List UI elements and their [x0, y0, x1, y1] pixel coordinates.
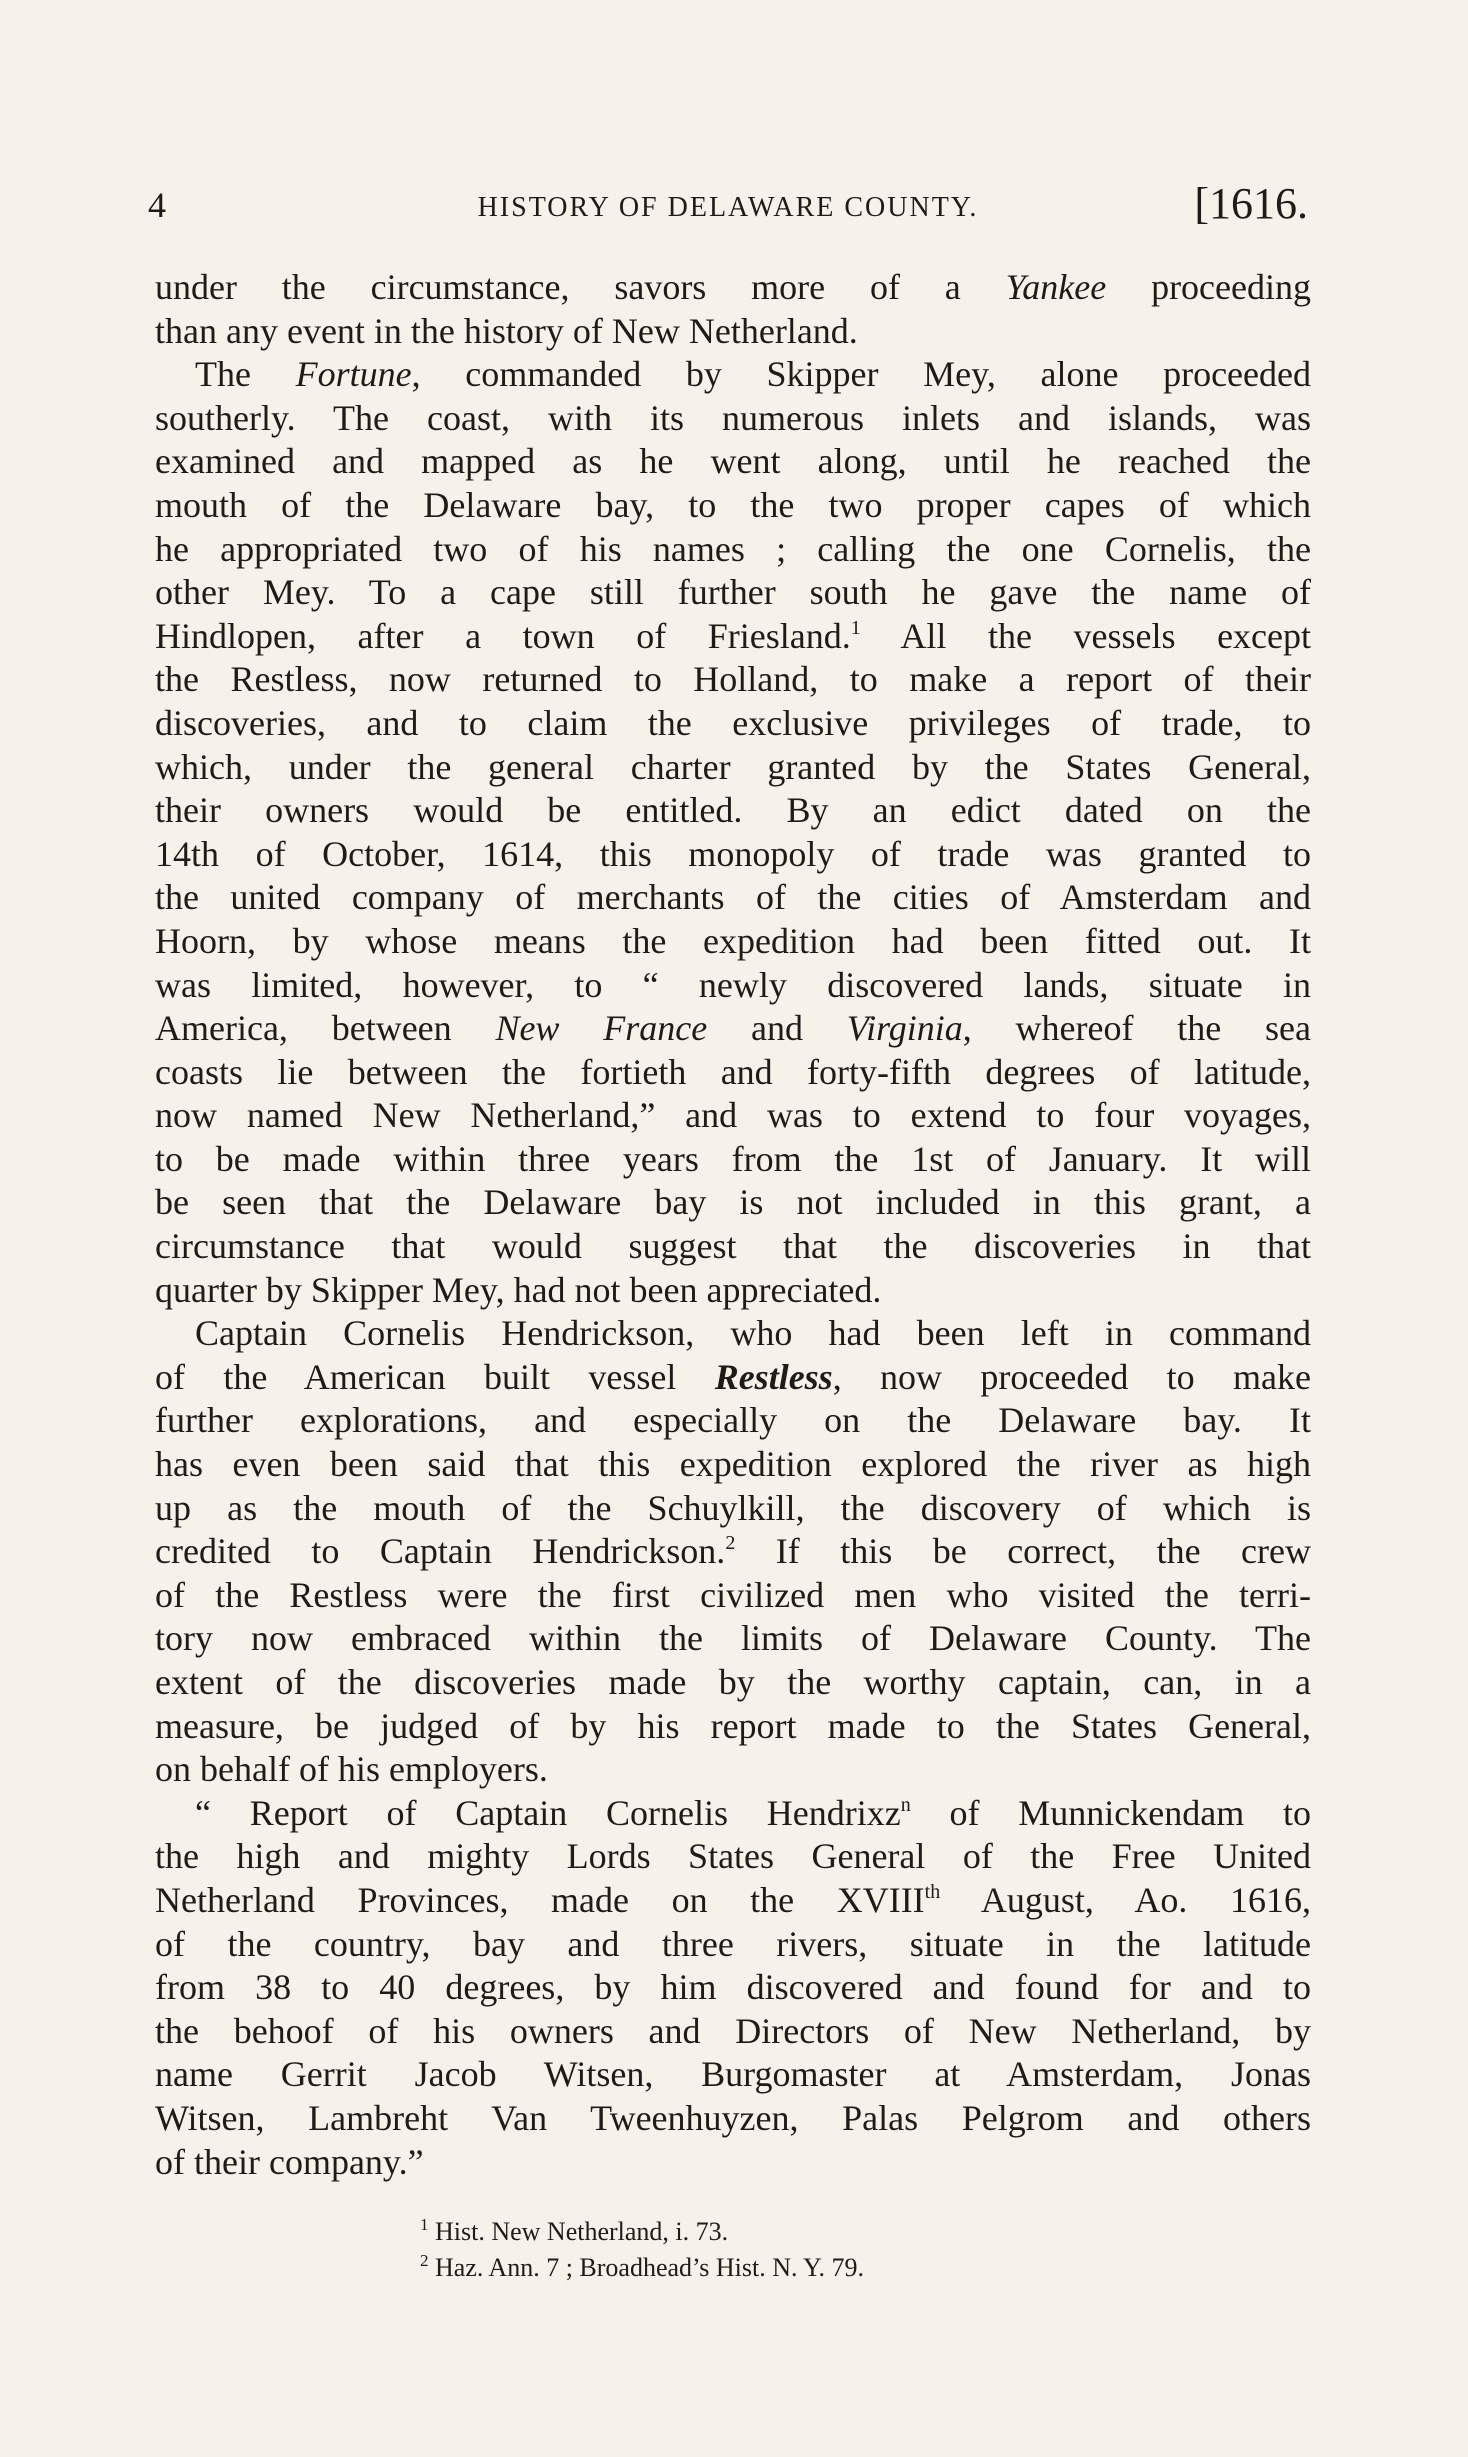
text-segment: , commanded by Skipper Mey, alone proceeded	[411, 354, 1311, 395]
header-year: [1616.	[1194, 179, 1308, 228]
text-segment: southerly. The coast, with its numerous inlets and islands, was	[155, 397, 1311, 438]
text-segment: from 38 to 40 degrees, by him discovered and found for and to	[155, 1967, 1311, 2008]
text-line	[155, 702, 1311, 746]
text-line	[155, 1138, 1311, 1182]
text-segment: was limited, however, to “ newly discovered lands, situate in	[155, 964, 1311, 1005]
footnote-marker: n	[900, 1793, 911, 1816]
text-line	[155, 266, 1311, 310]
footnote	[420, 2250, 1120, 2286]
text-line	[155, 746, 1311, 790]
text-segment: examined and mapped as he went along, until he reached the	[155, 441, 1311, 482]
text-line	[155, 571, 1311, 615]
text-segment: which, under the general charter granted by the States General,	[155, 746, 1311, 787]
text-segment: , now proceeded to make	[832, 1356, 1311, 1397]
text-segment: quarter by Skipper Mey, had not been appreciated.	[155, 1269, 882, 1310]
text-segment: the behoof of his owners and Directors of New Netherland, by	[155, 2010, 1311, 2051]
italic-text: Fortune	[295, 354, 412, 395]
text-line	[155, 2010, 1311, 2054]
text-segment: of the American built vessel	[155, 1356, 715, 1397]
text-line	[155, 1792, 1311, 1836]
italic-text: Virginia	[846, 1008, 963, 1049]
text-line	[155, 1312, 1311, 1356]
footnote	[420, 2214, 1120, 2250]
text-line	[155, 658, 1311, 702]
text-line	[155, 1705, 1311, 1749]
text-line	[155, 1530, 1311, 1574]
footnote-marker: 2	[725, 1532, 736, 1555]
text-line	[155, 1051, 1311, 1095]
text-line	[155, 1094, 1311, 1138]
text-segment: now named New Netherland,” and was to extend to four voyages,	[155, 1095, 1311, 1136]
text-line	[155, 2053, 1311, 2097]
text-line	[155, 1835, 1311, 1879]
text-segment: If this be correct, the crew	[735, 1531, 1312, 1572]
text-line	[155, 1356, 1311, 1400]
text-segment: of the Restless were the first civilized men who visited the terri-	[155, 1574, 1311, 1615]
text-line	[155, 484, 1311, 528]
body-text	[155, 266, 1311, 2184]
text-segment: circumstance that would suggest that the discoveries in that	[155, 1226, 1311, 1267]
text-line	[155, 397, 1311, 441]
running-title: HISTORY OF DELAWARE COUNTY.	[477, 192, 979, 223]
text-segment: has even been said that this expedition explored the river as high	[155, 1444, 1311, 1485]
text-line	[155, 1879, 1311, 1923]
text-segment: measure, be judged of by his report made to the States General,	[155, 1705, 1311, 1746]
text-line	[155, 615, 1311, 659]
italic-text: New France	[495, 1008, 708, 1049]
footnote-text: Hist. New Netherland, i. 73.	[428, 2217, 729, 2246]
text-segment: extent of the discoveries made by the worthy captain, can, in a	[155, 1662, 1311, 1702]
text-line	[155, 1225, 1311, 1269]
text-line	[155, 1661, 1311, 1705]
text-segment: credited to Captain Hendrickson.	[155, 1531, 726, 1572]
text-segment: and	[707, 1008, 847, 1049]
text-segment: the Restless, now returned to Holland, to make a report of their	[155, 659, 1311, 700]
text-segment: proceeding	[1106, 267, 1311, 307]
page-header	[148, 178, 1308, 234]
text-line	[155, 1923, 1311, 1967]
text-line	[155, 1617, 1311, 1661]
text-segment: tory now embraced within the limits of Delaware County. The	[155, 1618, 1311, 1659]
text-segment: he appropriated two of his names ; calling the one Cornelis, the	[155, 528, 1311, 569]
text-segment: the high and mighty Lords States General of the Free United	[155, 1836, 1311, 1877]
footnote-number: 1	[420, 2215, 429, 2234]
text-segment: Witsen, Lambreht Van Tweenhuyzen, Palas Pelgrom and others	[155, 2097, 1311, 2138]
text-line	[155, 1443, 1311, 1487]
text-line	[155, 1966, 1311, 2010]
text-segment: to be made within three years from the 1st of January. It will	[155, 1138, 1311, 1179]
footnote-number: 2	[420, 2251, 429, 2270]
text-line	[155, 2141, 1311, 2185]
text-segment: Hoorn, by whose means the expedition had been fitted out. It	[155, 920, 1311, 961]
text-line	[155, 1181, 1311, 1225]
text-line	[155, 528, 1311, 572]
footnote-marker: 1	[850, 616, 861, 639]
text-segment: America, between	[155, 1008, 496, 1049]
text-segment: Netherland Provinces, made on the XVIII	[155, 1879, 925, 1920]
text-line	[155, 920, 1311, 964]
text-segment: coasts lie between the fortieth and forty-fifth degrees of latitude,	[155, 1051, 1311, 1092]
text-line	[155, 310, 1311, 354]
text-segment: be seen that the Delaware bay is not included in this grant, a	[155, 1182, 1311, 1223]
text-line	[155, 353, 1311, 397]
text-segment: than any event in the history of New Netherland.	[155, 310, 858, 351]
text-line	[155, 440, 1311, 484]
ship-name: Restless	[714, 1356, 833, 1397]
text-segment: their owners would be entitled. By an edict dated on the	[155, 790, 1311, 831]
text-segment: of their company.”	[155, 2141, 424, 2182]
text-line	[155, 1748, 1311, 1792]
text-segment: Captain Cornelis Hendrickson, who had been left in command	[195, 1313, 1311, 1354]
text-line	[155, 2097, 1311, 2141]
text-line	[155, 1269, 1311, 1313]
footnote-text: Haz. Ann. 7 ; Broadhead’s Hist. N. Y. 79.	[428, 2253, 864, 2282]
text-segment: mouth of the Delaware bay, to the two proper capes of which	[155, 484, 1311, 525]
text-segment: , whereof the sea	[962, 1008, 1311, 1049]
text-segment: other Mey. To a cape still further south he gave the name of	[155, 572, 1311, 613]
italic-text: Yankee	[1005, 267, 1107, 307]
text-segment: Hindlopen, after a town of Friesland.	[155, 615, 851, 656]
footnotes	[420, 2214, 1120, 2286]
text-line	[155, 789, 1311, 833]
text-segment: on behalf of his employers.	[155, 1749, 548, 1790]
text-line	[155, 964, 1311, 1008]
text-segment: of Munnickendam to	[910, 1792, 1311, 1833]
text-line	[155, 1399, 1311, 1443]
text-line	[155, 1487, 1311, 1531]
text-segment: The	[195, 354, 296, 395]
text-segment: name Gerrit Jacob Witsen, Burgomaster at Amsterdam, Jonas	[155, 2054, 1311, 2095]
text-segment: discoveries, and to claim the exclusive privileges of trade, to	[155, 702, 1311, 743]
text-segment: 14th of October, 1614, this monopoly of trade was granted to	[155, 833, 1311, 874]
text-line	[155, 876, 1311, 920]
text-segment: “ Report of Captain Cornelis Hendrixz	[195, 1792, 901, 1833]
text-segment: up as the mouth of the Schuylkill, the discovery of which is	[155, 1487, 1311, 1528]
text-line	[155, 1007, 1311, 1051]
text-segment: further explorations, and especially on the Delaware bay. It	[155, 1400, 1311, 1441]
text-segment: August, Ao. 1616,	[940, 1879, 1311, 1920]
text-line	[155, 833, 1311, 877]
footnote-marker: th	[924, 1880, 941, 1903]
text-line	[155, 1574, 1311, 1618]
text-segment: All the vessels except	[860, 615, 1311, 656]
text-segment: of the country, bay and three rivers, situate in the latitude	[155, 1923, 1311, 1964]
page-number: 4	[148, 185, 166, 225]
text-segment: under the circumstance, savors more of a	[155, 267, 1006, 307]
text-segment: the united company of merchants of the cities of Amsterdam and	[155, 877, 1311, 918]
